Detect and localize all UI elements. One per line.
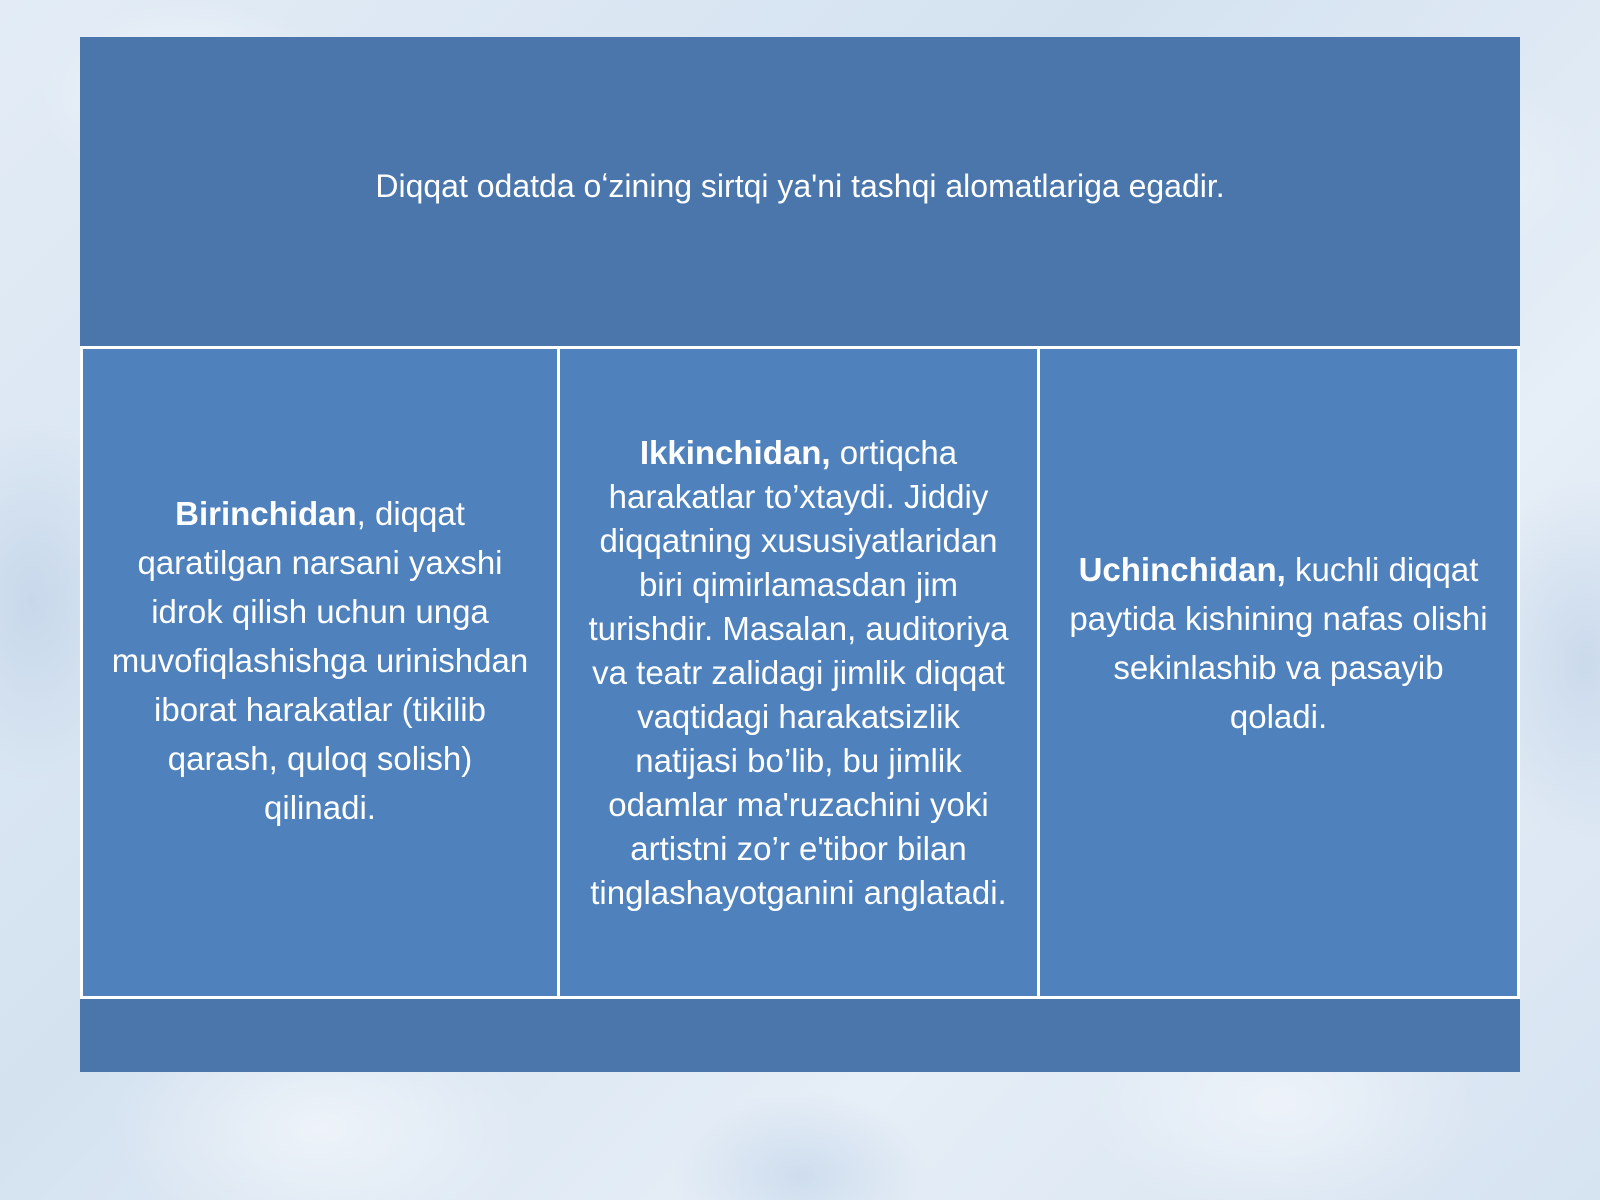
content-table <box>80 37 1520 1072</box>
cell-lead-word: Uchinchidan, <box>1078 550 1286 588</box>
table-cell-first <box>80 346 560 999</box>
cell-body-text: kuchli diqqat paytida kishining nafas olishi sekinlashib va pasayib qoladi. <box>1069 550 1488 735</box>
table-cell-second <box>560 346 1040 999</box>
cell-body-text: , diqqat qaratilgan narsani yaxshi idrok qilish uchun unga muvofiqlashishga urinishdan iborat harakatlar (tikilib qarash, quloq solish) qilinadi. <box>111 494 529 826</box>
table-body-row <box>80 346 1520 999</box>
cell-paragraph <box>588 431 1009 915</box>
table-header-row <box>80 37 1520 346</box>
cell-lead-word: Birinchidan <box>175 494 357 532</box>
table-footer-row <box>80 999 1520 1072</box>
cell-paragraph <box>1068 545 1489 741</box>
header-text: Diqqat odatda oʻzining sirtqi ya'ni tashqi alomatlariga egadir. <box>375 167 1225 204</box>
cell-lead-word: Ikkinchidan, <box>639 433 831 471</box>
cell-body-text: ortiqcha harakatlar to’xtaydi. Jiddiy diqqatning xususiyatlaridan biri qimirlamasdan jim turishdir. Masalan, auditoriya va teatr zalidagi jimlik diqqat vaqtidagi harakatsizlik natijasi bo’lib, bu jimlik odamlar ma'ruzachini yoki artistni zo’r e'tibor bilan tinglashayotganini anglatadi. <box>588 433 1009 911</box>
table-cell-third <box>1040 346 1520 999</box>
cell-paragraph <box>111 489 529 832</box>
